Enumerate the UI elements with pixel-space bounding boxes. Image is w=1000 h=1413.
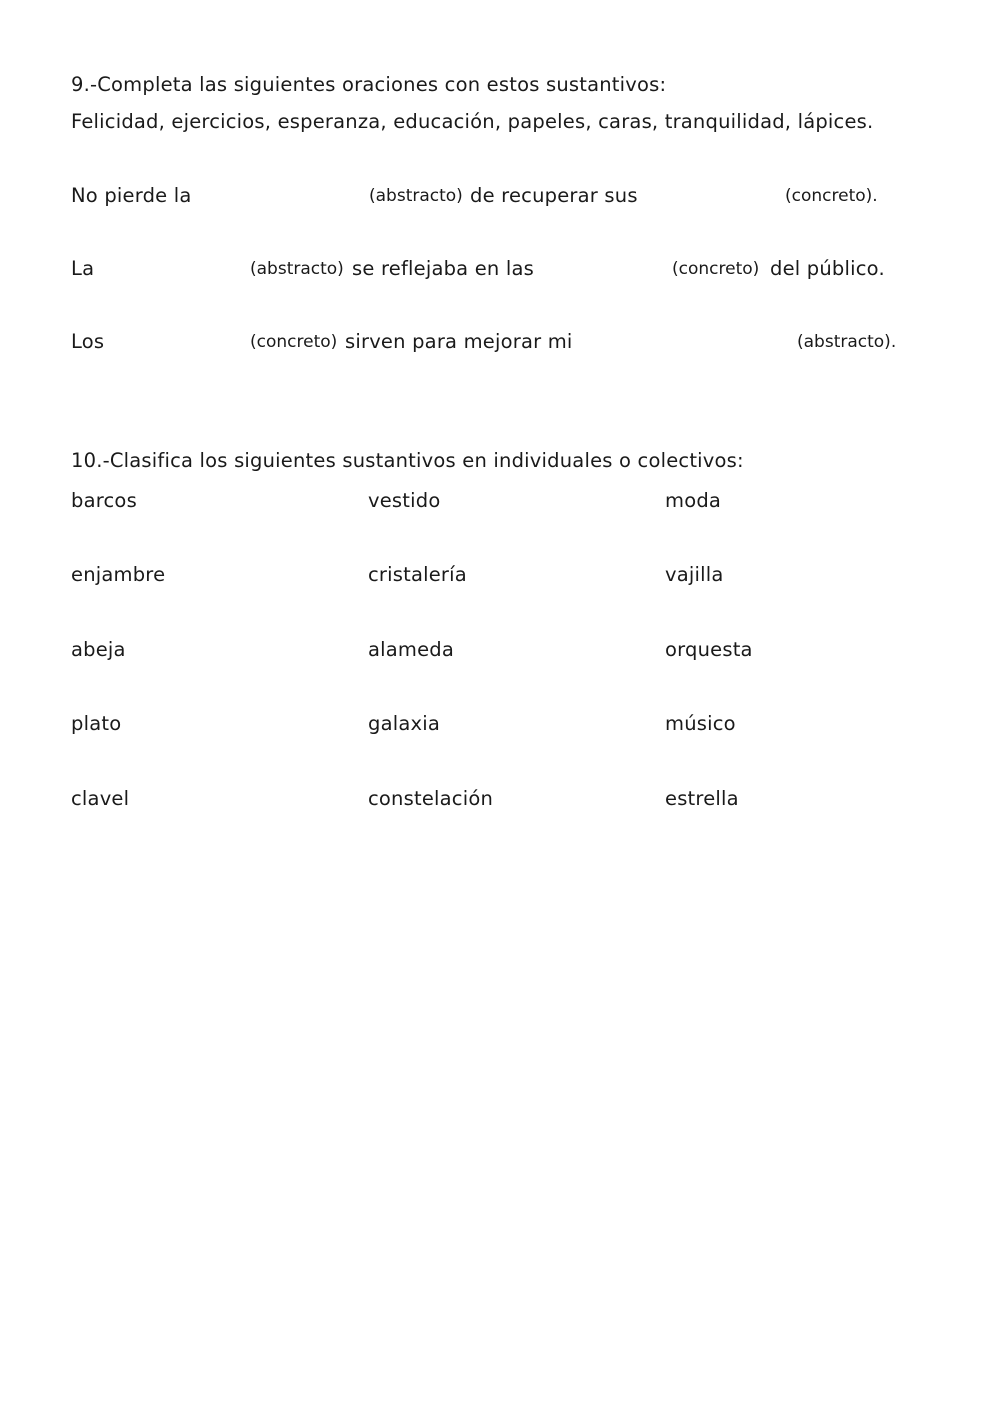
noun-item: vajilla (665, 563, 724, 586)
exercise-10-title: 10.-Clasifica los siguientes sustantivos en individuales o colectivos: (71, 449, 744, 472)
sentence-3-part-2: sirven para mejorar mi (345, 330, 573, 353)
noun-item: estrella (665, 787, 739, 810)
sentence-2-part-2: se reflejaba en las (352, 257, 534, 280)
sentence-1-part-1: No pierde la (71, 184, 192, 207)
noun-item: cristalería (368, 563, 467, 586)
noun-item: constelación (368, 787, 494, 810)
sentence-2-hint-1: (abstracto) (250, 259, 344, 279)
sentence-3-part-1: Los (71, 330, 105, 353)
sentence-2-part-1: La (71, 257, 95, 280)
exercise-9-title: 9.-Completa las siguientes oraciones con estos sustantivos: (71, 73, 667, 96)
noun-item: vestido (368, 489, 441, 512)
sentence-2-part-3: del público. (770, 257, 885, 280)
noun-item: barcos (71, 489, 137, 512)
noun-item: galaxia (368, 712, 441, 735)
noun-item: moda (665, 489, 722, 512)
noun-item: clavel (71, 787, 130, 810)
sentence-3-hint-1: (concreto) (250, 332, 338, 352)
sentence-3-hint-2: (abstracto). (797, 332, 897, 352)
noun-item: orquesta (665, 638, 753, 661)
noun-item: abeja (71, 638, 126, 661)
sentence-1-hint-1: (abstracto) (369, 186, 463, 206)
sentence-2-hint-2: (concreto) (672, 259, 760, 279)
noun-item: enjambre (71, 563, 166, 586)
word-bank: Felicidad, ejercicios, esperanza, educación, papeles, caras, tranquilidad, lápices. (71, 110, 874, 133)
sentence-1-part-2: de recuperar sus (470, 184, 638, 207)
noun-item: músico (665, 712, 736, 735)
noun-item: plato (71, 712, 122, 735)
noun-item: alameda (368, 638, 455, 661)
sentence-1-hint-2: (concreto). (785, 186, 878, 206)
